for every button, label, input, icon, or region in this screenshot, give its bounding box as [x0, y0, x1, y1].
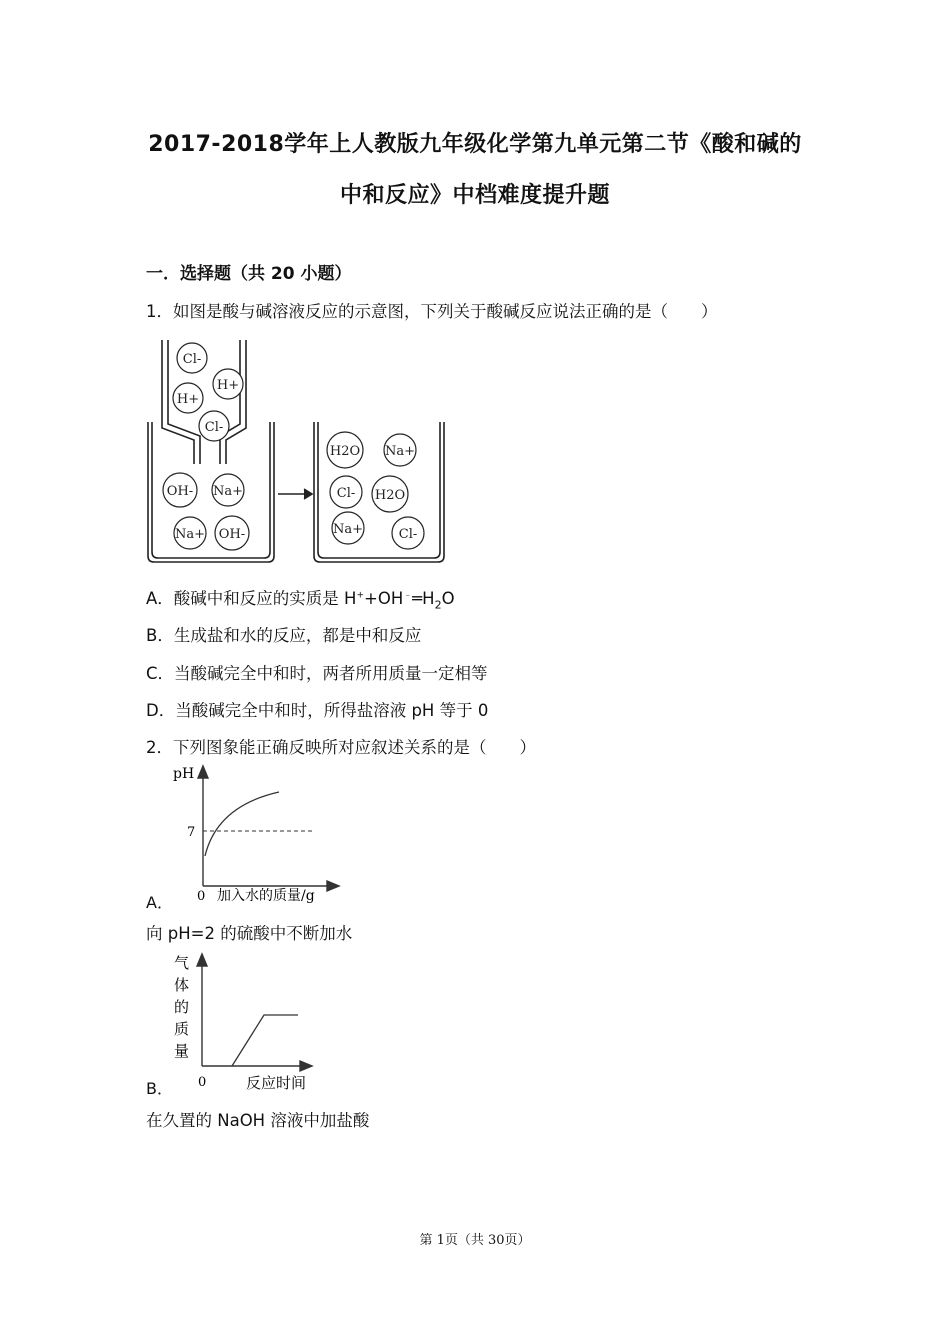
acid-base-reaction-diagram [140, 336, 450, 568]
document-title-line2: 中和反应》中档难度提升题 [339, 183, 610, 208]
graph-a-ytick-7: 7 [187, 825, 196, 840]
ion-left-bottom-3-label: OH- [218, 527, 246, 542]
graph-b-ylabel-char-1: 体 [174, 976, 190, 994]
option-a-text-part4: O [441, 589, 455, 608]
section-heading: 一．选择题（共 20 小题） [146, 264, 352, 284]
option-a-sub: 2 [434, 598, 442, 612]
graph-b-gas-mass-vs-time [168, 948, 328, 1093]
ion-left-top-2-label: H+ [176, 392, 200, 407]
ion-left-top-3-label: Cl- [204, 420, 224, 435]
question-1-option-c: C．当酸碱完全中和时，两者所用质量一定相等 [146, 664, 488, 683]
graph-b-label: B． [146, 1079, 173, 1098]
option-a-sup1: + [356, 590, 364, 601]
ion-right-1-label: Na+ [384, 444, 416, 459]
graph-b-ylabel-char-0: 气 [174, 954, 190, 972]
option-a-text-part1: 酸碱中和反应的实质是 H [173, 589, 357, 608]
question-1-stem: 1．如图是酸与碱溶液反应的示意图，下列关于酸碱反应说法正确的是（ ） [146, 302, 718, 321]
page-footer: 第 1页（共 30页） [419, 1233, 531, 1248]
question-1-option-b: B．生成盐和水的反应，都是中和反应 [146, 626, 422, 645]
ion-left-bottom-0-label: OH- [166, 484, 194, 499]
graph-b-ylabel-char-2: 的 [174, 998, 190, 1016]
graph-a-origin: 0 [197, 889, 206, 904]
graph-b-ylabel-char-3: 质 [174, 1020, 190, 1038]
ion-left-bottom-1-label: Na+ [212, 484, 244, 499]
document-title-line1: 2017-2018学年上人教版九年级化学第九单元第二节《酸和碱的 [148, 132, 802, 157]
ion-right-5-label: Cl- [398, 527, 418, 542]
graph-b-ylabel-char-4: 量 [174, 1042, 190, 1060]
option-a-sup2: ﹣ [403, 590, 413, 601]
graph-b-caption: 在久置的 NaOH 溶液中加盐酸 [146, 1111, 370, 1130]
ion-right-2-label: Cl- [336, 486, 356, 501]
graph-a-xlabel: 加入水的质量/g [217, 888, 315, 904]
graph-a-label: A． [146, 893, 173, 912]
ion-right-4-label: Na+ [332, 522, 364, 537]
graph-b-xlabel: 反应时间 [246, 1074, 307, 1092]
graph-a-ylabel: pH [173, 766, 195, 782]
option-a-text-part3: ═H [412, 589, 435, 608]
question-1-option-d: D．当酸碱完全中和时，所得盐溶液 pH 等于 0 [146, 701, 489, 720]
option-a-text-part2: +OH [364, 589, 404, 608]
option-a-label: A． [146, 589, 174, 608]
ion-left-top-1-label: H+ [216, 378, 240, 393]
question-1-option-a [146, 585, 455, 611]
ion-right-3-label: H2O [374, 488, 406, 503]
question-2-stem: 2．下列图象能正确反映所对应叙述关系的是（ ） [146, 738, 536, 757]
graph-a-caption: 向 pH=2 的硫酸中不断加水 [146, 924, 353, 943]
ion-left-top-0-label: Cl- [182, 352, 202, 367]
graph-a-ph-vs-water [165, 760, 350, 905]
ion-right-0-label: H2O [329, 444, 361, 459]
ion-left-bottom-2-label: Na+ [174, 527, 206, 542]
graph-b-origin: 0 [198, 1075, 207, 1090]
